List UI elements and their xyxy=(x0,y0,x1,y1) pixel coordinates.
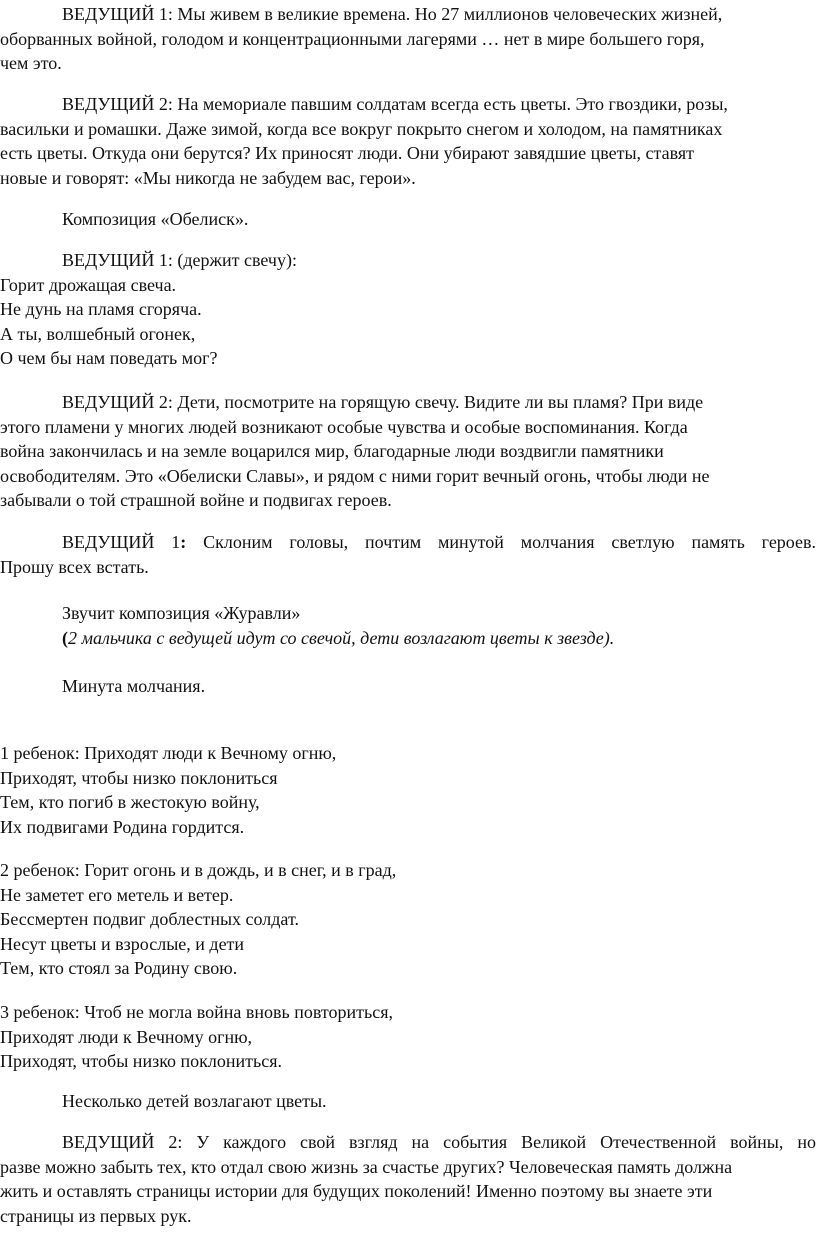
text-line: чем это. xyxy=(0,53,62,73)
text-line: Минута молчания. xyxy=(62,676,206,696)
paragraph-host1-silence xyxy=(0,530,816,579)
paragraph-host1-candle xyxy=(0,248,816,371)
text-line: ВЕДУЩИЙ 2: Дети, посмотрите на горящую свечу. Видите ли вы пламя? При виде xyxy=(62,392,704,412)
poem-line: Их подвигами Родина гордится. xyxy=(0,816,245,837)
text-line: оборванных войной, голодом и концентрационными лагерями … нет в мире большего горя, xyxy=(0,28,705,49)
text-line: разве можно забыть тех, кто отдал свою жизнь за счастье других? Человеческая память должна xyxy=(0,1156,733,1177)
paragraph-host1-intro xyxy=(0,2,816,76)
text-line: есть цветы. Откуда они берутся? Их приносят люди. Они убирают завядшие цветы, ставят xyxy=(0,143,695,163)
text-line xyxy=(0,530,816,555)
poem-line: О чем бы нам поведать мог? xyxy=(0,348,218,368)
paragraph-host2-flame xyxy=(0,390,816,513)
speaker-colon: : xyxy=(180,532,187,552)
poem-line: Не заметет его метель и ветер. xyxy=(0,884,234,905)
text-line: забывали о той страшной войне и подвигах героев. xyxy=(0,490,392,510)
poem-line: Горит дрожащая свеча. xyxy=(0,274,177,295)
poem-line: 3 ребенок: Чтоб не могла война вновь повториться, xyxy=(0,1002,393,1022)
poem-line: Не дунь на пламя сгоряча. xyxy=(0,299,202,319)
poem-line: Приходят люди к Вечному огню, xyxy=(0,1026,253,1047)
poem-line: Приходят, чтобы низко поклониться. xyxy=(0,1051,282,1071)
stage-direction-obelisk xyxy=(0,207,816,232)
text-line xyxy=(0,626,816,651)
stage-direction-minute xyxy=(0,674,816,699)
text-line: Звучит композиция «Журавли» xyxy=(62,603,301,623)
italic-direction: 2 мальчика с ведущей идут со свечой, дети возлагают цветы к звезде). xyxy=(68,627,615,648)
paren-open: ( xyxy=(62,627,68,648)
paragraph-host2-memorial xyxy=(0,92,816,190)
poem-line: Несут цветы и взрослые, и дети xyxy=(0,933,245,954)
text-line: жить и оставлять страницы истории для будущих поколений! Именно поэтому вы знаете эти xyxy=(0,1181,713,1201)
poem-line: 2 ребенок: Горит огонь и в дождь, и в снег, и в град, xyxy=(0,860,397,880)
text-line: новые и говорят: «Мы никогда не забудем вас, герои». xyxy=(0,167,416,188)
poem-line: А ты, волшебный огонек, xyxy=(0,323,196,344)
text-line: Несколько детей возлагают цветы. xyxy=(62,1091,327,1111)
poem-line: 1 ребенок: Приходят люди к Вечному огню, xyxy=(0,743,337,763)
text-line: ВЕДУЩИЙ 1: (держит свечу): xyxy=(62,250,297,270)
text-line: Композиция «Обелиск». xyxy=(62,209,249,229)
text-line: освободителям. Это «Обелиски Славы», и рядом с ними горит вечный огонь, чтобы люди не xyxy=(0,465,710,486)
text-span: Склоним головы, почтим минутой молчания светлую память героев. xyxy=(203,532,816,552)
poem-child-2 xyxy=(0,858,816,981)
paragraph-host2-memory xyxy=(0,1130,816,1228)
text-line: война закончилась и на земле воцарился мир, благодарные люди воздвигли памятники xyxy=(0,441,664,461)
text-line: этого пламени у многих людей возникают особые чувства и особые воспоминания. Когда xyxy=(0,416,688,437)
text-line: Прошу всех встать. xyxy=(0,556,149,577)
stage-direction-cranes xyxy=(0,601,816,650)
text-line: васильки и ромашки. Даже зимой, когда все вокруг покрыто снегом и холодом, на памятниках xyxy=(0,118,723,139)
poem-line: Приходят, чтобы низко поклониться xyxy=(0,767,278,788)
poem-child-1 xyxy=(0,741,816,839)
text-line: страницы из первых рук. xyxy=(0,1205,192,1226)
text-line: ВЕДУЩИЙ 2: На мемориале павшим солдатам всегда есть цветы. Это гвоздики, розы, xyxy=(62,94,728,114)
poem-line: Тем, кто стоял за Родину свою. xyxy=(0,958,238,978)
poem-line: Тем, кто погиб в жестокую войну, xyxy=(0,792,260,812)
text-line: ВЕДУЩИЙ 2: У каждого свой взгляд на события Великой Отечественной войны, но xyxy=(62,1132,816,1152)
text-line: ВЕДУЩИЙ 1: Мы живем в великие времена. Но 27 миллионов человеческих жизней, xyxy=(62,4,723,24)
speaker-label: ВЕДУЩИЙ 1 xyxy=(62,532,181,552)
stage-direction-flowers xyxy=(0,1089,816,1114)
poem-child-3 xyxy=(0,1000,816,1074)
poem-line: Бессмертен подвиг доблестных солдат. xyxy=(0,909,299,929)
